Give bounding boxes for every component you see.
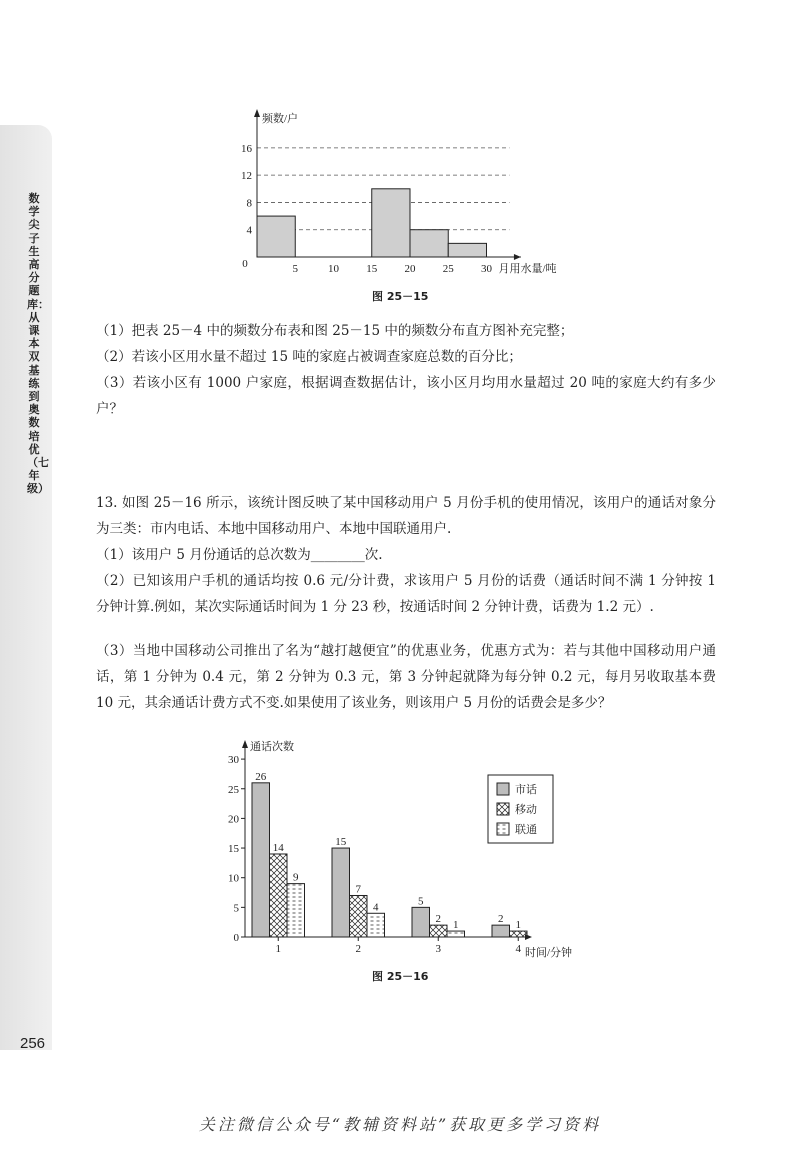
x-axis-arrow <box>525 934 532 940</box>
bar-移动 <box>270 854 288 937</box>
histogram-chart <box>225 105 595 280</box>
question-12-2: （2）若该小区用水量不超过 15 吨的家庭占被调查家庭总数的百分比； <box>96 349 522 365</box>
bar-移动 <box>510 931 528 937</box>
histogram-bar <box>410 230 448 257</box>
y-axis-label: 频数/户 <box>262 113 299 125</box>
y-tick-label: 20 <box>228 813 239 826</box>
x-tick-label: 15 <box>366 263 378 275</box>
problem-13-q3: （3）当地中国移动公司推出了名为“越打越便宜”的优惠业务，优惠方式为：若与其他中国移动用户通话，第 1 分钟为 0.4 元，第 2 分钟为 0.3 元，第 3 分钟起就降为每分钟 0.2 元，每月另收取基本费 10 元，其余通话计费方式不变.如果使用了该业务，则该用户 5 月份的话费会是多少？ <box>96 643 716 711</box>
bar-移动 <box>350 895 368 937</box>
x-tick-label: 4 <box>515 943 521 955</box>
side-tab <box>0 125 52 1050</box>
data-label: 14 <box>272 841 284 854</box>
figure-caption-1: 图 25－15 <box>372 290 429 303</box>
footer-note: 关注微信公众号“教辅资料站”获取更多学习资料 <box>198 1115 602 1134</box>
legend-label: 联通 <box>515 824 537 836</box>
data-label: 7 <box>355 883 361 896</box>
y-tick-label: 15 <box>228 843 239 856</box>
data-label: 4 <box>373 901 379 914</box>
calls-bar-chart <box>220 735 620 960</box>
bar-联通 <box>367 913 385 937</box>
data-label: 5 <box>418 895 424 908</box>
data-label: 2 <box>498 913 504 926</box>
x-axis-label: 月用水量/吨 <box>498 263 557 275</box>
bar-联通 <box>447 931 465 937</box>
page-number: 256 <box>20 1035 46 1052</box>
y-tick-label: 10 <box>228 872 239 885</box>
x-tick-label: 3 <box>435 943 441 955</box>
problem-13-q1: （1）该用户 5 月份通话的总次数为________次. <box>96 547 383 563</box>
book-title: 数学尖子生高分题库：从课本双基练到奥数培优（七年级） <box>27 192 49 496</box>
x-tick-label: 30 <box>481 263 492 275</box>
data-label: 1 <box>453 919 459 932</box>
y-tick-label: 5 <box>233 902 239 915</box>
legend-swatch <box>497 783 509 795</box>
data-label: 15 <box>335 836 347 849</box>
x-tick-label: 25 <box>442 263 454 275</box>
data-label: 2 <box>435 913 441 926</box>
question-12-1: （1）把表 25－4 中的频数分布表和图 25－15 中的频数分布直方图补充完整； <box>96 323 574 339</box>
x-axis-label: 时间/分钟 <box>525 947 573 959</box>
problem-13-q2: （2）已知该用户手机的通话均按 0.6 元/分计费，求该用户 5 月份的话费（通话时间不满 1 分钟按 1 分钟计算.例如，某次实际通话时间为 1 分 23 秒，按通话时间 2 分钟计费，话费为 1.2 元）. <box>96 573 716 615</box>
origin-label: 0 <box>242 258 248 270</box>
x-tick-label: 5 <box>292 263 298 275</box>
figure-caption-2: 图 25－16 <box>372 970 429 983</box>
problem-13-intro: 13. 如图 25－16 所示，该统计图反映了某中国移动用户 5 月份手机的使用情况，该用户的通话对象分为三类：市内电话、本地中国移动用户、本地中国联通用户. <box>96 495 716 537</box>
histogram-bar <box>448 243 486 257</box>
y-tick-label: 16 <box>241 142 252 155</box>
bar-市话 <box>332 848 350 937</box>
bar-市话 <box>252 783 270 937</box>
legend-label: 市话 <box>515 784 537 796</box>
y-axis-arrow <box>242 740 248 748</box>
y-tick-label: 30 <box>228 754 239 767</box>
x-tick-label: 10 <box>328 263 339 275</box>
bar-移动 <box>430 925 448 937</box>
bar-市话 <box>492 925 510 937</box>
bar-市话 <box>412 907 430 937</box>
question-12-3: （3）若该小区有 1000 户家庭，根据调查数据估计，该小区月均用水量超过 20 吨的家庭大约有多少户？ <box>96 375 716 417</box>
histogram-bar <box>372 189 410 257</box>
data-label: 26 <box>255 770 267 783</box>
data-label: 1 <box>515 919 521 932</box>
bar-联通 <box>287 884 305 937</box>
x-axis-arrow <box>514 254 521 260</box>
y-tick-label: 25 <box>228 783 239 796</box>
y-axis-label: 通话次数 <box>250 741 294 753</box>
data-label: 9 <box>293 871 299 884</box>
y-tick-label: 8 <box>246 197 252 210</box>
legend-swatch <box>497 803 509 815</box>
x-tick-label: 1 <box>275 943 281 955</box>
histogram-bar <box>257 216 295 257</box>
y-axis-arrow <box>254 109 260 117</box>
y-tick-label: 12 <box>241 170 252 183</box>
x-tick-label: 2 <box>355 943 361 955</box>
legend-swatch <box>497 823 509 835</box>
x-tick-label: 20 <box>404 263 416 275</box>
y-tick-label: 4 <box>246 224 252 237</box>
legend-label: 移动 <box>515 804 537 816</box>
y-tick-label: 0 <box>233 932 239 944</box>
